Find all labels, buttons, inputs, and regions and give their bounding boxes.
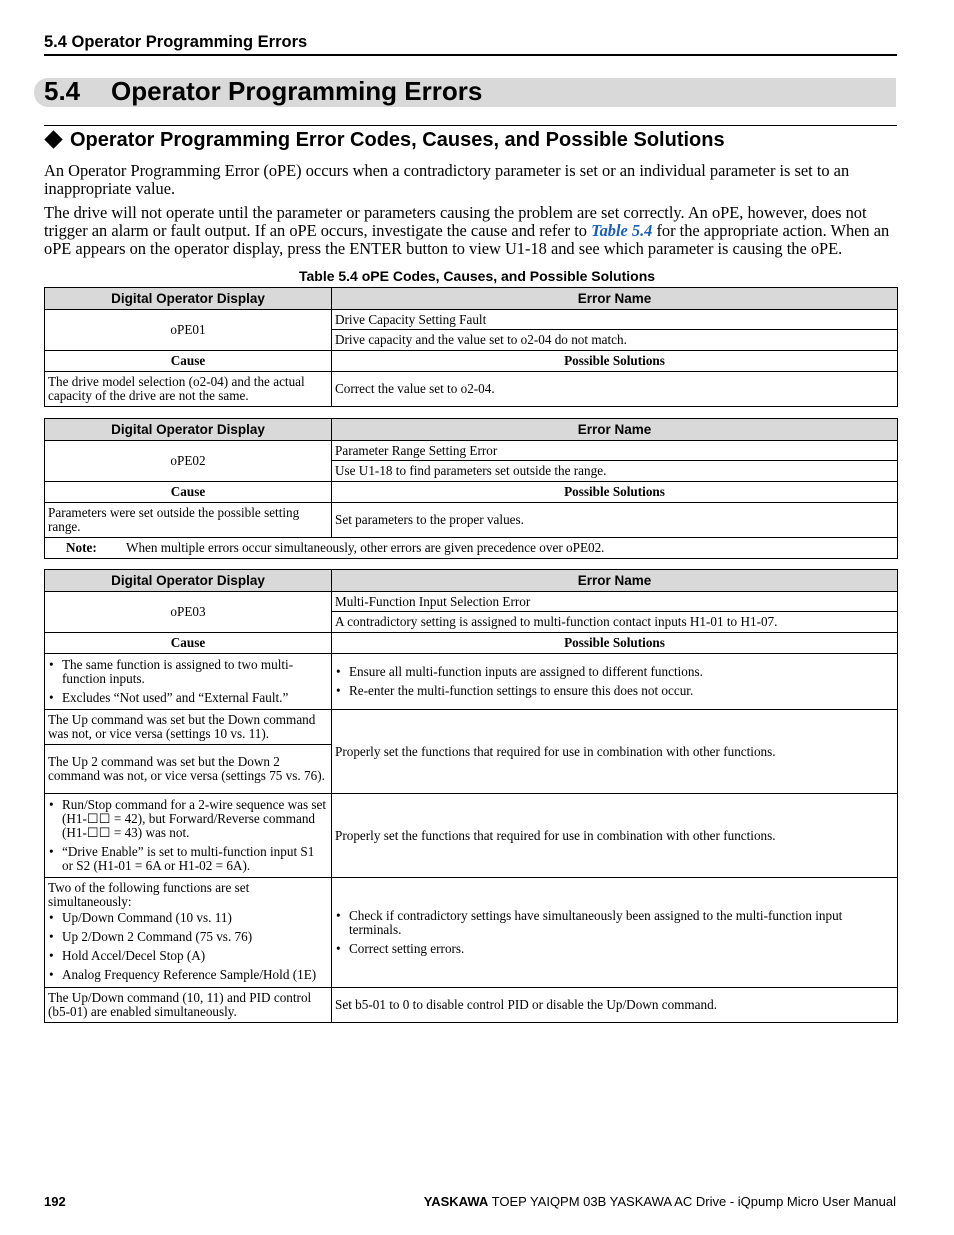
cause-cell: The Up/Down command (10, 11) and PID control (b5-01) are enabled simultaneously.: [45, 988, 332, 1023]
error-name: Multi-Function Input Selection Error: [332, 592, 898, 612]
cause-column-header: Cause: [45, 633, 332, 654]
intro-paragraph-1: An Operator Programming Error (oPE) occurs when a contradictory parameter is set or an individual parameter is set to an inappropriate value.: [44, 161, 850, 198]
list-item: • The same function is assigned to two multi-function inputs.: [48, 658, 328, 686]
list-item: • Correct setting errors.: [335, 942, 894, 956]
table-reference-link[interactable]: Table 5.4: [591, 220, 653, 240]
header-rule: [44, 54, 897, 56]
page-number: 192: [44, 1194, 66, 1209]
list-item: • “Drive Enable” is set to multi-function input S1 or S2 (H1-01 = 6A or H1-02 = 6A).: [48, 845, 328, 873]
cause-cell: [45, 654, 332, 710]
footer-doc-title: TOEP YAIQPM 03B YASKAWA AC Drive - iQpump Micro User Manual: [491, 1194, 896, 1209]
cause-column-header: Cause: [45, 351, 332, 372]
solution-cell: Correct the value set to o2-04.: [332, 372, 898, 407]
cause-list: [48, 658, 328, 705]
cause-intro: Two of the following functions are set simultaneously:: [48, 880, 250, 909]
intro-paragraph-2: [44, 204, 900, 257]
subsection-heading: [44, 129, 725, 152]
section-title: [44, 76, 482, 107]
error-name-column-header: Error Name: [332, 419, 898, 441]
list-item: • Up/Down Command (10 vs. 11): [48, 911, 328, 925]
solution-cell: [332, 878, 898, 988]
note-text: When multiple errors occur simultaneously, other errors are given precedence over oPE02.: [126, 540, 605, 555]
cause-cell: The Up command was set but the Down command was not, or vice versa (settings 10 vs. 11).: [45, 710, 332, 745]
solution-cell: Set b5-01 to 0 to disable control PID or disable the Up/Down command.: [332, 988, 898, 1023]
list-item: • Excludes “Not used” and “External Fault.”: [48, 691, 328, 705]
error-code: oPE03: [45, 592, 332, 633]
footer-document-info: [424, 1194, 896, 1209]
section-title-text: Operator Programming Errors: [111, 76, 483, 106]
error-description: Drive capacity and the value set to o2-04 do not match.: [332, 330, 898, 351]
note-label: Note:: [66, 540, 97, 555]
error-code: oPE01: [45, 310, 332, 351]
list-item: • Check if contradictory settings have simultaneously been assigned to the multi-function input terminals.: [335, 909, 894, 937]
solutions-column-header: Possible Solutions: [332, 482, 898, 503]
solution-cell: Properly set the functions that required for use in combination with other functions.: [332, 794, 898, 878]
error-name: Parameter Range Setting Error: [332, 441, 898, 461]
note-row: [45, 538, 898, 559]
intro-text-after: for the appropriate action. When an oPE appears on the operator display, press the ENTER button to view U1-18 and see which parameter is causing the oPE.: [44, 220, 890, 258]
cause-column-header: Cause: [45, 482, 332, 503]
table-caption: Table 5.4 oPE Codes, Causes, and Possible Solutions: [298, 268, 656, 284]
display-column-header: Digital Operator Display: [45, 570, 332, 592]
error-description: A contradictory setting is assigned to multi-function contact inputs H1-01 to H1-07.: [332, 612, 898, 633]
intro-text-before: The drive will not operate until the parameter or parameters causing the problem are set correctly. An oPE, however, does not trigger an alarm or fault output. If an oPE occurs, investigate the cause and refer to: [44, 203, 867, 240]
list-item: • Analog Frequency Reference Sample/Hold (1E): [48, 968, 328, 982]
list-item: • Run/Stop command for a 2-wire sequence was set (H1-☐☐ = 42), but Forward/Reverse command (H1-☐☐ = 43) was not.: [48, 798, 328, 840]
solution-list: [335, 909, 894, 956]
diamond-bullet-icon: [44, 131, 62, 149]
list-item: • Re-enter the multi-function settings to ensure this does not occur.: [335, 684, 894, 698]
cause-cell: Parameters were set outside the possible setting range.: [45, 503, 332, 538]
subsection-title: Operator Programming Error Codes, Causes, and Possible Solutions: [70, 129, 725, 151]
solutions-column-header: Possible Solutions: [332, 633, 898, 654]
list-item: • Hold Accel/Decel Stop (A): [48, 949, 328, 963]
error-name-column-header: Error Name: [332, 288, 898, 310]
error-name-column-header: Error Name: [332, 570, 898, 592]
display-column-header: Digital Operator Display: [45, 419, 332, 441]
error-code: oPE02: [45, 441, 332, 482]
ope01-table: [44, 287, 898, 407]
cause-cell: The drive model selection (o2-04) and the actual capacity of the drive are not the same.: [45, 372, 332, 407]
subsection-rule: [44, 125, 897, 126]
running-head: 5.4 Operator Programming Errors: [44, 33, 308, 51]
solution-cell: [332, 654, 898, 710]
cause-cell: The Up 2 command was set but the Down 2 command was not, or vice versa (settings 75 vs. 76).: [45, 745, 332, 794]
cause-list: [48, 798, 328, 873]
display-column-header: Digital Operator Display: [45, 288, 332, 310]
solution-list: [335, 665, 894, 698]
solutions-column-header: Possible Solutions: [332, 351, 898, 372]
list-item: • Up 2/Down 2 Command (75 vs. 76): [48, 930, 328, 944]
cause-cell: [45, 878, 332, 988]
section-number: 5.4: [44, 76, 81, 106]
list-item: • Ensure all multi-function inputs are assigned to different functions.: [335, 665, 894, 679]
ope02-table: [44, 418, 898, 559]
solution-cell: Set parameters to the proper values.: [332, 503, 898, 538]
cause-list: [48, 911, 328, 982]
solution-cell: Properly set the functions that required for use in combination with other functions.: [332, 710, 898, 794]
footer-brand: YASKAWA: [423, 1194, 489, 1209]
cause-cell: [45, 794, 332, 878]
ope03-table: [44, 569, 898, 1023]
error-description: Use U1-18 to find parameters set outside the range.: [332, 461, 898, 482]
error-name: Drive Capacity Setting Fault: [332, 310, 898, 330]
